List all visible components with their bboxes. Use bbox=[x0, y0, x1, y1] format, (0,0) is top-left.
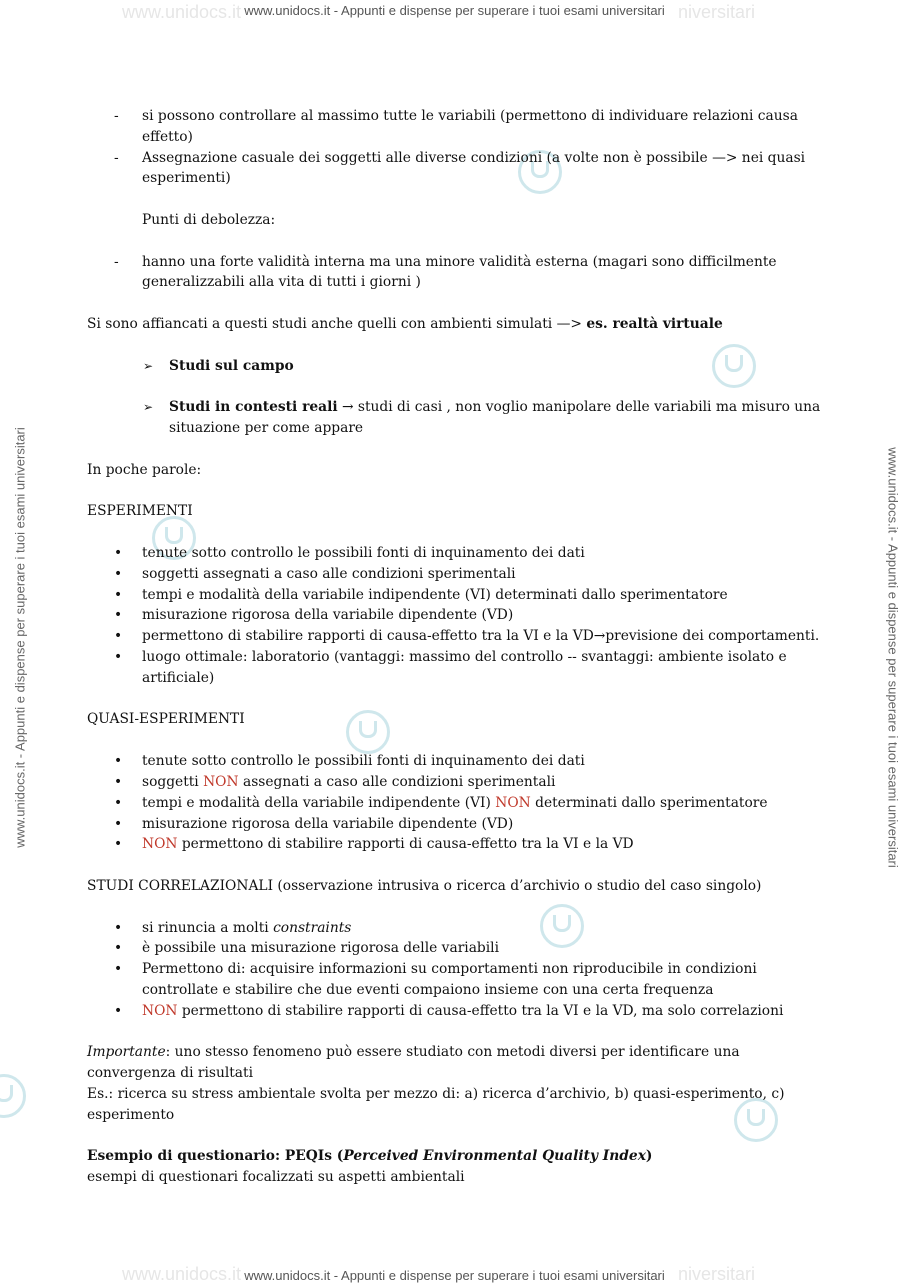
correlational-list bbox=[87, 918, 827, 1022]
simulated-paragraph: Si sono affiancati a questi studi anche quelli con ambienti simulati —> es. realtà virtuale bbox=[87, 315, 723, 332]
list-item: • NON permettono di stabilire rapporti di causa-effetto tra la VI e la VD, ma solo correlazioni bbox=[87, 1001, 827, 1022]
list-item: • misurazione rigorosa della variabile dipendente (VD) bbox=[87, 605, 827, 626]
field-studies-list bbox=[87, 356, 827, 377]
field-studies-list-2 bbox=[87, 397, 827, 439]
watermark-ghost-top-left: www.unidocs.it bbox=[122, 2, 242, 22]
list-item: ➢ Studi in contesti reali → studi di casi , non voglio manipolare delle variabili ma misuro una situazione per come appare bbox=[143, 399, 821, 436]
in-short-label: In poche parole: bbox=[87, 461, 202, 478]
correlational-heading: STUDI CORRELAZIONALI (osservazione intrusiva o ricerca d’archivio o studio del caso singolo) bbox=[87, 877, 762, 894]
list-item: • soggetti assegnati a caso alle condizioni sperimentali bbox=[87, 564, 827, 585]
watermark-bottom: www.unidocs.it - Appunti e dispense per superare i tuoi esami universitari bbox=[244, 1268, 665, 1283]
weaknesses-list bbox=[87, 252, 827, 294]
list-item: • è possibile una misurazione rigorosa delle variabili bbox=[87, 938, 827, 959]
list-item: - si possono controllare al massimo tutte le variabili (permettono di individuare relazioni causa effetto) bbox=[87, 106, 827, 148]
negation-highlight: NON bbox=[142, 836, 178, 853]
arrow-bullet-icon: ➢ bbox=[143, 358, 154, 373]
watermark-ghost-bottom-left: www.unidocs.it bbox=[122, 1264, 242, 1284]
list-item: • luogo ottimale: laboratorio (vantaggi: massimo del controllo -- svantaggi: ambiente isolato e artificiale) bbox=[87, 647, 827, 689]
list-item: - hanno una forte validità interna ma una minore validità esterna (magari sono difficilmente generalizzabili alla vita di tutti i giorni ) bbox=[87, 252, 827, 294]
list-item: • NON permettono di stabilire rapporti di causa-effetto tra la VI e la VD bbox=[87, 834, 827, 855]
list-item: ➢ Studi sul campo bbox=[87, 356, 827, 377]
list-item: • si rinuncia a molti constraints bbox=[87, 918, 827, 939]
list-item: • tenute sotto controllo le possibili fonti di inquinamento dei dati bbox=[87, 543, 827, 564]
questionnaire-description: esempi di questionari focalizzati su aspetti ambientali bbox=[87, 1169, 465, 1186]
watermark-ghost-top-right: niversitari bbox=[678, 2, 756, 22]
important-paragraph: Importante: uno stesso fenomeno può essere studiato con metodi diversi per identificare una convergenza di risultati bbox=[87, 1044, 740, 1082]
negation-highlight: NON bbox=[142, 1002, 178, 1019]
watermark-top: www.unidocs.it - Appunti e dispense per superare i tuoi esami universitari bbox=[244, 3, 665, 18]
questionnaire-title: Esempio di questionario: PEQIs (Perceived Environmental Quality Index) bbox=[87, 1148, 653, 1165]
list-item: • tempi e modalità della variabile indipendente (VI) NON determinati dallo sperimentatore bbox=[87, 793, 827, 814]
arrow-bullet-icon: ➢ bbox=[143, 400, 154, 415]
list-item: • permettono di stabilire rapporti di causa-effetto tra la VI e la VD→previsione dei comportamenti. bbox=[87, 626, 827, 647]
negation-highlight: NON bbox=[495, 794, 531, 811]
list-item: • soggetti NON assegnati a caso alle condizioni sperimentali bbox=[87, 772, 827, 793]
list-item: • Permettono di: acquisire informazioni su comportamenti non riproducibile in condizioni controllate e stabilire che due eventi compaiono insieme con una certa frequenza bbox=[87, 959, 827, 1001]
watermark-left: www.unidocs.it - Appunti e dispense per superare i tuoi esami universitari bbox=[12, 427, 28, 848]
example-paragraph: Es.: ricerca su stress ambientale svolta per mezzo di: a) ricerca d’archivio, b) quasi-esperimento, c) esperimento bbox=[87, 1086, 785, 1123]
experiments-list bbox=[87, 543, 827, 689]
strengths-list bbox=[87, 106, 827, 189]
quasi-experiments-heading: QUASI-ESPERIMENTI bbox=[87, 711, 245, 728]
experiments-heading: ESPERIMENTI bbox=[87, 503, 193, 520]
list-item: • tenute sotto controllo le possibili fonti di inquinamento dei dati bbox=[87, 751, 827, 772]
right-arrow-icon: → bbox=[337, 399, 358, 416]
list-item: • tempi e modalità della variabile indipendente (VI) determinati dallo sperimentatore bbox=[87, 585, 827, 606]
watermark-right: www.unidocs.it - Appunti e dispense per superare i tuoi esami universitari bbox=[885, 447, 901, 868]
watermark-ghost-bottom-right: niversitari bbox=[678, 1264, 756, 1284]
unidocs-logo-icon bbox=[0, 1074, 26, 1118]
negation-highlight: NON bbox=[203, 773, 239, 790]
document-body bbox=[87, 106, 827, 1188]
list-item: • misurazione rigorosa della variabile dipendente (VD) bbox=[87, 814, 827, 835]
weakness-title: Punti di debolezza: bbox=[142, 211, 276, 228]
quasi-experiments-list bbox=[87, 751, 827, 855]
list-item: - Assegnazione casuale dei soggetti alle diverse condizioni (a volte non è possibile —> nei quasi esperimenti) bbox=[87, 148, 827, 190]
